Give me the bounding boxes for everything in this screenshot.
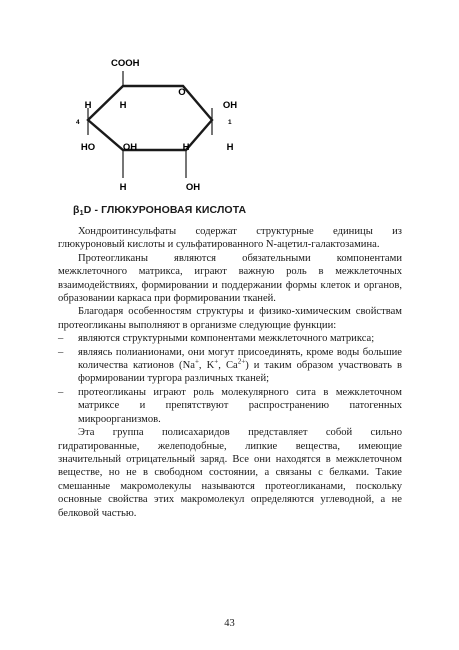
list-item: – являются структурными компонентами межклеточного матрикса; xyxy=(58,332,402,345)
superscript: + xyxy=(194,357,199,366)
superscript: + xyxy=(214,357,219,366)
glucuronic-acid-structure xyxy=(0,0,459,200)
caption-subscript: 1 xyxy=(79,208,84,217)
list-item-text: ) и таким образом участвовать в формировании тургора различных тканей; xyxy=(78,360,402,385)
list-item-text: , Ca xyxy=(218,360,238,372)
pyranose-ring xyxy=(88,86,212,150)
body-text xyxy=(58,225,402,520)
paragraph-polysaccharides: Эта группа полисахаридов представляет собой сильно гидратированные, желеподобные, липкие вещества, имеющие значительный отрицательный заряд. Все они находятся в межклеточном веществе, но не в свободном состоянии, а связаны с белками. Такие смешанные макромолекулы называются протеогликанами, поскольку основные свойства этих макромолекул определяются углеводной, а не белковой частью. xyxy=(58,427,402,519)
paragraph-proteoglycans: Протеогликаны являются обязательными компонентами межклеточного матрикса, играют важную роль в межклеточных взаимодействиях, формировании и поддержании формы клеток и органов, образовании каркаса при формировании тканей. xyxy=(58,252,402,305)
label-h-bottom: H xyxy=(119,182,127,193)
ring-diagram xyxy=(0,0,459,200)
superscript: 2+ xyxy=(237,357,246,366)
label-h-top-middle: H xyxy=(119,100,127,111)
label-ring-oxygen: O xyxy=(178,87,186,98)
list-item-text: , K xyxy=(198,360,215,372)
label-oh-right: OH xyxy=(222,100,238,111)
label-carbon-1: 1 xyxy=(228,119,232,126)
functions-list xyxy=(58,332,402,426)
label-carbon-4: 4 xyxy=(76,119,80,126)
caption-text: D - ГЛЮКУРОНОВАЯ КИСЛОТА xyxy=(83,204,247,216)
label-oh-bottom: OH xyxy=(185,182,201,193)
label-ho-left: HO xyxy=(80,142,96,153)
list-item: – протеогликаны играют роль молекулярного сита в межклеточном матриксе и препятствуют распространению патогенных микроорганизмов. xyxy=(58,386,402,426)
caption-beta: β xyxy=(73,204,80,216)
list-item xyxy=(58,346,402,386)
label-cooh: COOH xyxy=(111,58,140,69)
paragraph-functions-intro: Благодаря особенностям структуры и физико-химическим свойствам протеогликаны выполняют в организме следующие функции: xyxy=(58,306,402,331)
label-h-top-left: H xyxy=(84,100,92,111)
label-h-right: H xyxy=(226,142,234,153)
label-oh-lower-middle: OH xyxy=(122,142,138,153)
structure-caption xyxy=(73,204,246,217)
page-number: 43 xyxy=(224,618,235,629)
paragraph-chondroitin: Хондроитинсульфаты содержат структурные единицы из глюкуроновый кислоты и сульфатированного N-ацетил-галактозамина. xyxy=(58,226,402,251)
label-h-lower-right: H xyxy=(182,142,190,153)
list-item-text: являясь полианионами, они могут присоединять, кроме воды большие количества катионов (Na xyxy=(78,346,402,372)
